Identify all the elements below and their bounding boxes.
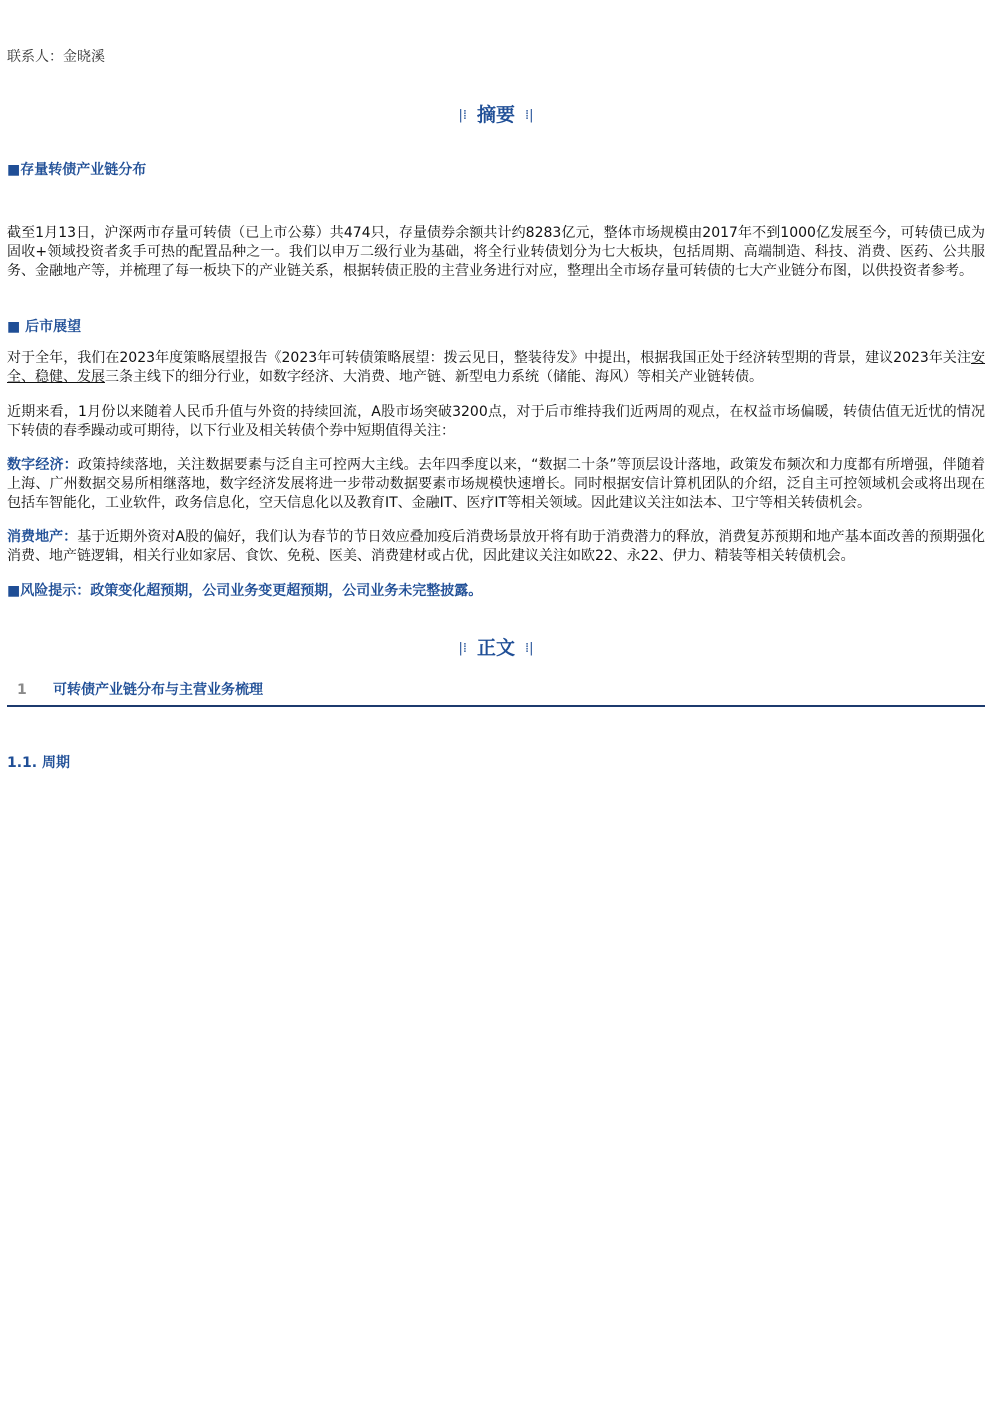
chapter-title: 可转债产业链分布与主营业务梳理 xyxy=(53,682,263,698)
title-right-bar-icon: ⁞| xyxy=(525,108,534,123)
stock-distribution-paragraph: 截至1月13日，沪深两市存量可转债（已上市公募）共474只，存量债券余额共计约8283亿元，整体市场规模由2017年不到1000亿发展至今，可转债已成为固收+领域投资者炙手可热的配置品种之一。我们以申万二级行业为基础，将全行业转债划分为七大板块，包括周期、高端制造、科技、消费、医药、公共服务、金融地产等，并梳理了每一板块下的产业链关系，根据转债正股的主营业务进行对应，整理出全市场存量可转债的七大产业链分布图，以供投资者参考。 xyxy=(7,225,985,279)
outlook-p1-text: 对于全年，我们在2023年度策略展望报告《2023年可转债策略展望：拨云见日，整装待发》中提出，根据我国正处于经济转型期的背景，建议2023年关注 xyxy=(7,350,971,366)
title-left-bar-icon: |⁞ xyxy=(458,641,467,656)
digital-economy-lead: 数字经济： xyxy=(7,457,78,473)
outlook-heading: ■ 后市展望 xyxy=(7,319,82,335)
digital-economy-text: 政策持续落地，关注数据要素与泛自主可控两大主线。去年四季度以来，“数据二十条”等顶层设计落地，政策发布频次和力度都有所增强，伴随着上海、广州数据交易所相继落地，数字经济发展将进一步带动数据要素市场规模快速增长。同时根据安信计算机团队的介绍，泛自主可控领域机会或将出现在包括车智能化，工业软件，政务信息化，空天信息化以及教育IT、金融IT、医疗IT等相关领域。因此建议关注如法本、卫宁等相关转债机会。 xyxy=(7,457,985,511)
subsection-heading: 1.1. 周期 xyxy=(7,755,70,771)
title-right-bar-icon: ⁞| xyxy=(525,641,534,656)
chapter-number: 1 xyxy=(17,682,27,698)
outlook-paragraph-2: 近期来看，1月份以来随着人民币升值与外资的持续回流，A股市场突破3200点，对于后市维持我们近两周的观点，在权益市场偏暖，转债估值无近忧的情况下转债的春季躁动或可期待，以下行业及相关转债个券中短期值得关注： xyxy=(7,404,985,439)
chapter-heading xyxy=(7,679,985,707)
consumer-property-paragraph xyxy=(7,528,985,566)
summary-title: 摘要 xyxy=(476,104,515,126)
outlook-paragraph-1 xyxy=(7,349,985,387)
body-title-block xyxy=(0,633,992,660)
contact-line: 联系人：金晓溪 xyxy=(7,49,105,65)
body-title: 正文 xyxy=(476,637,515,659)
main-lines-underlined: 安全、稳健、发展 xyxy=(7,350,985,385)
stock-distribution-heading: ■存量转债产业链分布 xyxy=(7,162,147,178)
summary-title-block xyxy=(0,100,992,127)
consumer-property-text: 基于近期外资对A股的偏好，我们认为春节的节日效应叠加疫后消费场景放开将有助于消费潜力的释放，消费复苏预期和地产基本面改善的预期强化消费、地产链逻辑，相关行业如家居、食饮、免税、医美、消费建材或占优，因此建议关注如欧22、永22、伊力、精装等相关转债机会。 xyxy=(7,529,986,564)
digital-economy-paragraph xyxy=(7,456,985,513)
consumer-property-lead: 消费地产： xyxy=(7,529,78,545)
title-left-bar-icon: |⁞ xyxy=(458,108,467,123)
outlook-p1-text-end: 三条主线下的细分行业，如数字经济、大消费、地产链、新型电力系统（储能、海风）等相关产业链转债。 xyxy=(105,369,763,385)
risk-warning: ■风险提示：政策变化超预期，公司业务变更超预期，公司业务未完整披露。 xyxy=(7,583,483,599)
